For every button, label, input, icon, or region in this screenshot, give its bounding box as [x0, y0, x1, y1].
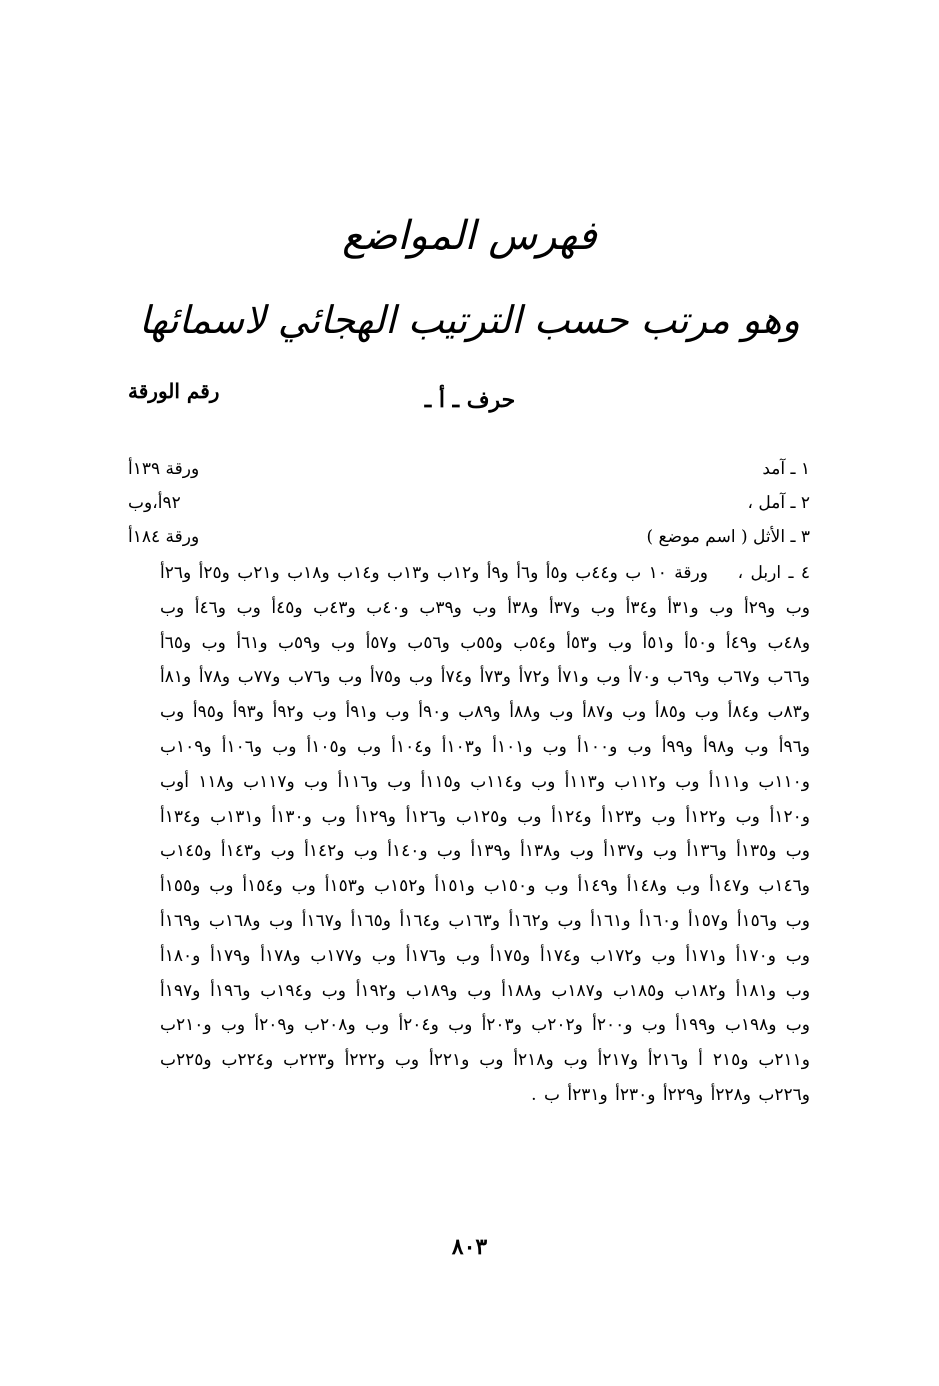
index-entry [128, 520, 810, 554]
entry-name: ٢ ـ آمل ، [747, 493, 810, 513]
index-entry [128, 452, 810, 486]
page-number: ٨٠٣ [451, 1234, 488, 1260]
index-entry [128, 486, 810, 520]
entry-folio: ورقة ١٨٤أ [128, 527, 200, 547]
entry-folio: ٩٢أ،وب [128, 493, 181, 513]
index-entry-long [160, 556, 810, 1113]
folio-column-header: رقم الورقة [128, 379, 220, 403]
index-title: فهرس المواضع [342, 213, 597, 259]
entry-folio: ورقة ١٣٩أ [128, 459, 200, 479]
index-subtitle: وهو مرتب حسب الترتيب الهجائي لاسمائها [139, 298, 800, 342]
entry-name: ٤ ـ اربل ، [737, 563, 811, 583]
entry-name: ٣ ـ الأثل ( اسم موضع ) [646, 527, 810, 547]
entry-name: ١ ـ آمد [762, 459, 810, 479]
entry-folios: ورقة ١٠ ب و٤٤ب و٥أ و٦أ و٩أ و١٢ب و١٣ب و١٤ب و١٨ب و٢١ب و٢٥أ و٢٦أ وب و٢٩أ وب و٣١أ و٣٤أ وب و٣٧أ و٣٨أ وب و٣٩ب و٤٠ب و٤٣ب و٤٥أ وب و٤٦أ وب و٤٨ب و٤٩أ و٥٠أ و٥١أ وب و٥٣أ و٥٤ب و٥٥ب و٥٦ب و٥٧أ وب و٥٩ب و٦١أ وب و٦٥أ و٦٦ب و٦٧ب و٦٩ب و٧٠أ وب و٧١أ و٧٢أ و٧٣أ و٧٤أ وب و٧٥أ وب و٧٦ب و٧٧ب و٧٨أ و٨١أ و٨٣ب و٨٤أ وب و٨٥أ وب و٨٧أ وب و٨٨أ و٨٩ب و٩٠أ وب و٩١أ وب و٩٢أ و٩٣أ و٩٥أ وب و٩٦أ وب و٩٨أ و٩٩أ وب و١٠٠أ وب و١٠١أ و١٠٣أ و١٠٤أ وب و١٠٥أ وب و١٠٦أ و١٠٩ب و١١٠ب و١١١أ وب و١١٢ب و١١٣أ وب و١١٤ب و١١٥أ وب و١١٦أ وب و١١٧ب و١١٨ أوب و١٢٠أ وب و١٢٢أ وب و١٢٣أ و١٢٤أ وب و١٢٥ب و١٢٦أ و١٢٩أ وب و١٣٠أ و١٣١ب و١٣٤أ وب و١٣٥أ و١٣٦أ وب و١٣٧أ وب و١٣٨أ و١٣٩أ وب و١٤٠أ وب و١٤٢أ وب و١٤٣أ و١٤٥ب و١٤٦ب و١٤٧أ وب و١٤٨أ و١٤٩أ وب و١٥٠ب و١٥١أ و١٥٢ب و١٥٣أ وب و١٥٤أ وب و١٥٥أ وب و١٥٦أ و١٥٧أ و١٦٠أ و١٦١أ وب و١٦٢أ و١٦٣ب و١٦٤أ و١٦٥أ و١٦٧أ وب و١٦٨ب و١٦٩أ وب و١٧٠أ و١٧١أ وب و١٧٢ب و١٧٤أ و١٧٥أ وب و١٧٦أ وب و١٧٧ب و١٧٨أ و١٧٩أ و١٨٠أ وب و١٨١أ و١٨٢ب و١٨٥ب و١٨٧ب و١٨٨أ وب و١٨٩ب و١٩٢أ وب و١٩٤ب و١٩٦أ و١٩٧أ وب و١٩٨ب و١٩٩أ وب و٢٠٠أ و٢٠٢ب و٢٠٣أ وب و٢٠٤أ وب و٢٠٨ب و٢٠٩أ وب و٢١٠ب و٢١١ب و٢١٥ أ و٢١٦أ و٢١٧أ وب و٢١٨أ وب و٢٢١أ وب و٢٢٢أ و٢٢٣ب و٢٢٤ب و٢٢٥ب و٢٢٦ب و٢٢٨أ و٢٢٩أ و٢٣٠أ و٢٣١أ ب . [160, 563, 811, 1105]
section-heading: حرف ـ أ ـ [424, 387, 516, 413]
